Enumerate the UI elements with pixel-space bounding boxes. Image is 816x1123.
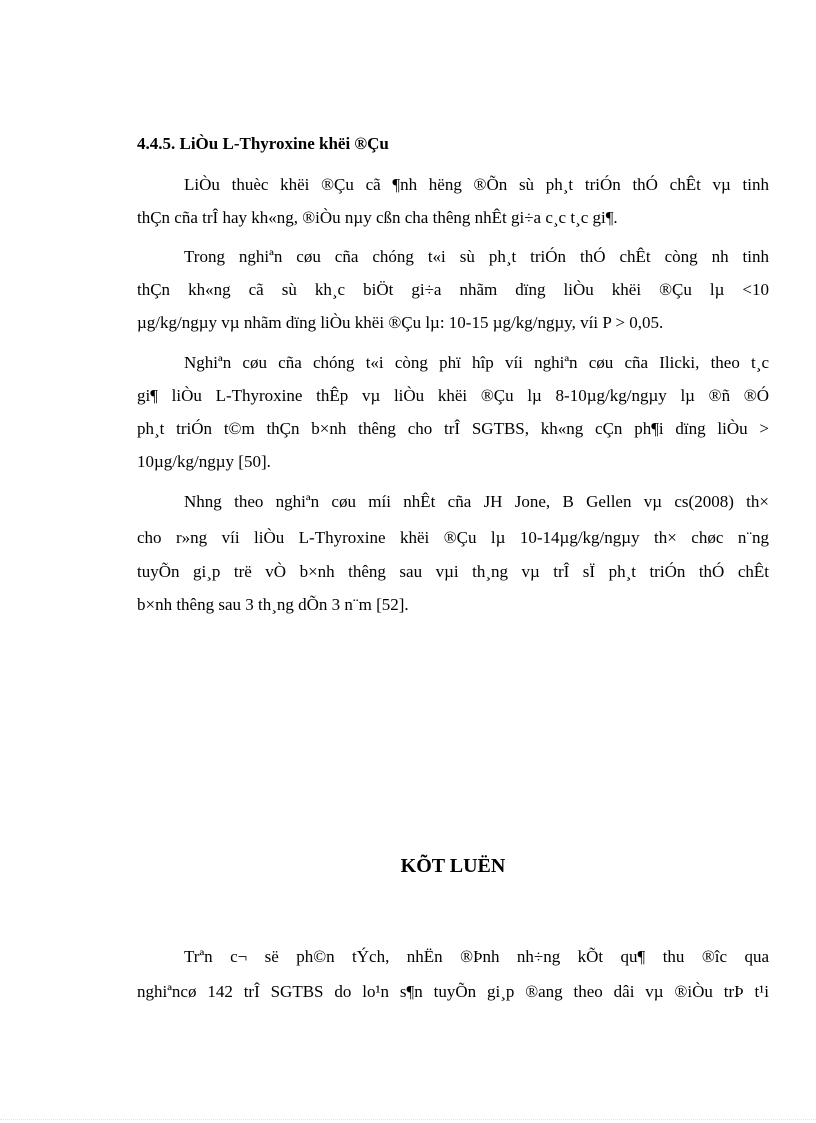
paragraph-2-line-3: µg/kg/ngµy vµ nhãm dïng liÒu khëi ®Çu lµ: 10-15 µg/kg/ngµy, víi P > 0,05. <box>137 313 664 332</box>
subsection-heading: 4.4.5. LiÒu L-Thyroxine khëi ®Çu <box>137 134 389 153</box>
paragraph-2-line-1: Trong nghiªn cøu cña chóng t«i sù ph¸t triÓn thÓ chÊt còng nh tinh <box>184 247 769 266</box>
paragraph-4-line-2: cho r»ng víi liÒu L-Thyroxine khëi ®Çu lµ 10-14µg/kg/ngµy th× chøc n¨ng <box>137 528 769 547</box>
paragraph-4-line-1: Nhng theo nghiªn cøu míi nhÊt cña JH Jone, B Gellen vµ cs(2008) th× <box>184 492 769 511</box>
paragraph-4-line-3: tuyÕn gi¸p trë vÒ b×nh thêng sau vµi th¸ng vµ trÎ sÏ ph¸t triÓn thÓ chÊt <box>137 562 769 581</box>
page-bottom-divider <box>0 1119 816 1120</box>
paragraph-3-line-1: Nghiªn cøu cña chóng t«i còng phï hîp víi nghiªn cøu cña Ilicki, theo t¸c <box>184 353 769 372</box>
paragraph-2-line-2: thÇn kh«ng cã sù kh¸c biÖt gi÷a nhãm dïng liÒu khëi ®Çu lµ <10 <box>137 280 769 299</box>
paragraph-5-line-1: Trªn c¬ së ph©n tÝch, nhËn ®Þnh nh÷ng kÕt qu¶ thu ®îc qua <box>184 947 769 966</box>
paragraph-3-line-4: 10µg/kg/ngµy [50]. <box>137 452 271 471</box>
paragraph-4-line-4: b×nh thêng sau 3 th¸ng dÕn 3 n¨m [52]. <box>137 595 409 614</box>
paragraph-5-line-2: nghiªncø 142 trÎ SGTBS do lo¹n s¶n tuyÕn gi¸p ®ang theo dâi vµ ®iÒu trÞ t¹i <box>137 982 769 1001</box>
paragraph-3-line-2: gi¶ liÒu L-Thyroxine thÊp vµ liÒu khëi ®Çu lµ 8-10µg/kg/ngµy lµ ®ñ ®Ó <box>137 386 769 405</box>
paragraph-1-line-2: thÇn cña trÎ hay kh«ng, ®iÒu nµy cßn cha thêng nhÊt gi÷a c¸c t¸c gi¶. <box>137 208 618 227</box>
paragraph-1-line-1: LiÒu thuèc khëi ®Çu cã ¶nh hëng ®Õn sù ph¸t triÓn thÓ chÊt vµ tinh <box>184 175 769 194</box>
paragraph-3-line-3: ph¸t triÓn t©m thÇn b×nh thêng cho trÎ SGTBS, kh«ng cÇn ph¶i dïng liÒu > <box>137 419 769 438</box>
section-title: KÕT LUËN <box>400 855 506 877</box>
